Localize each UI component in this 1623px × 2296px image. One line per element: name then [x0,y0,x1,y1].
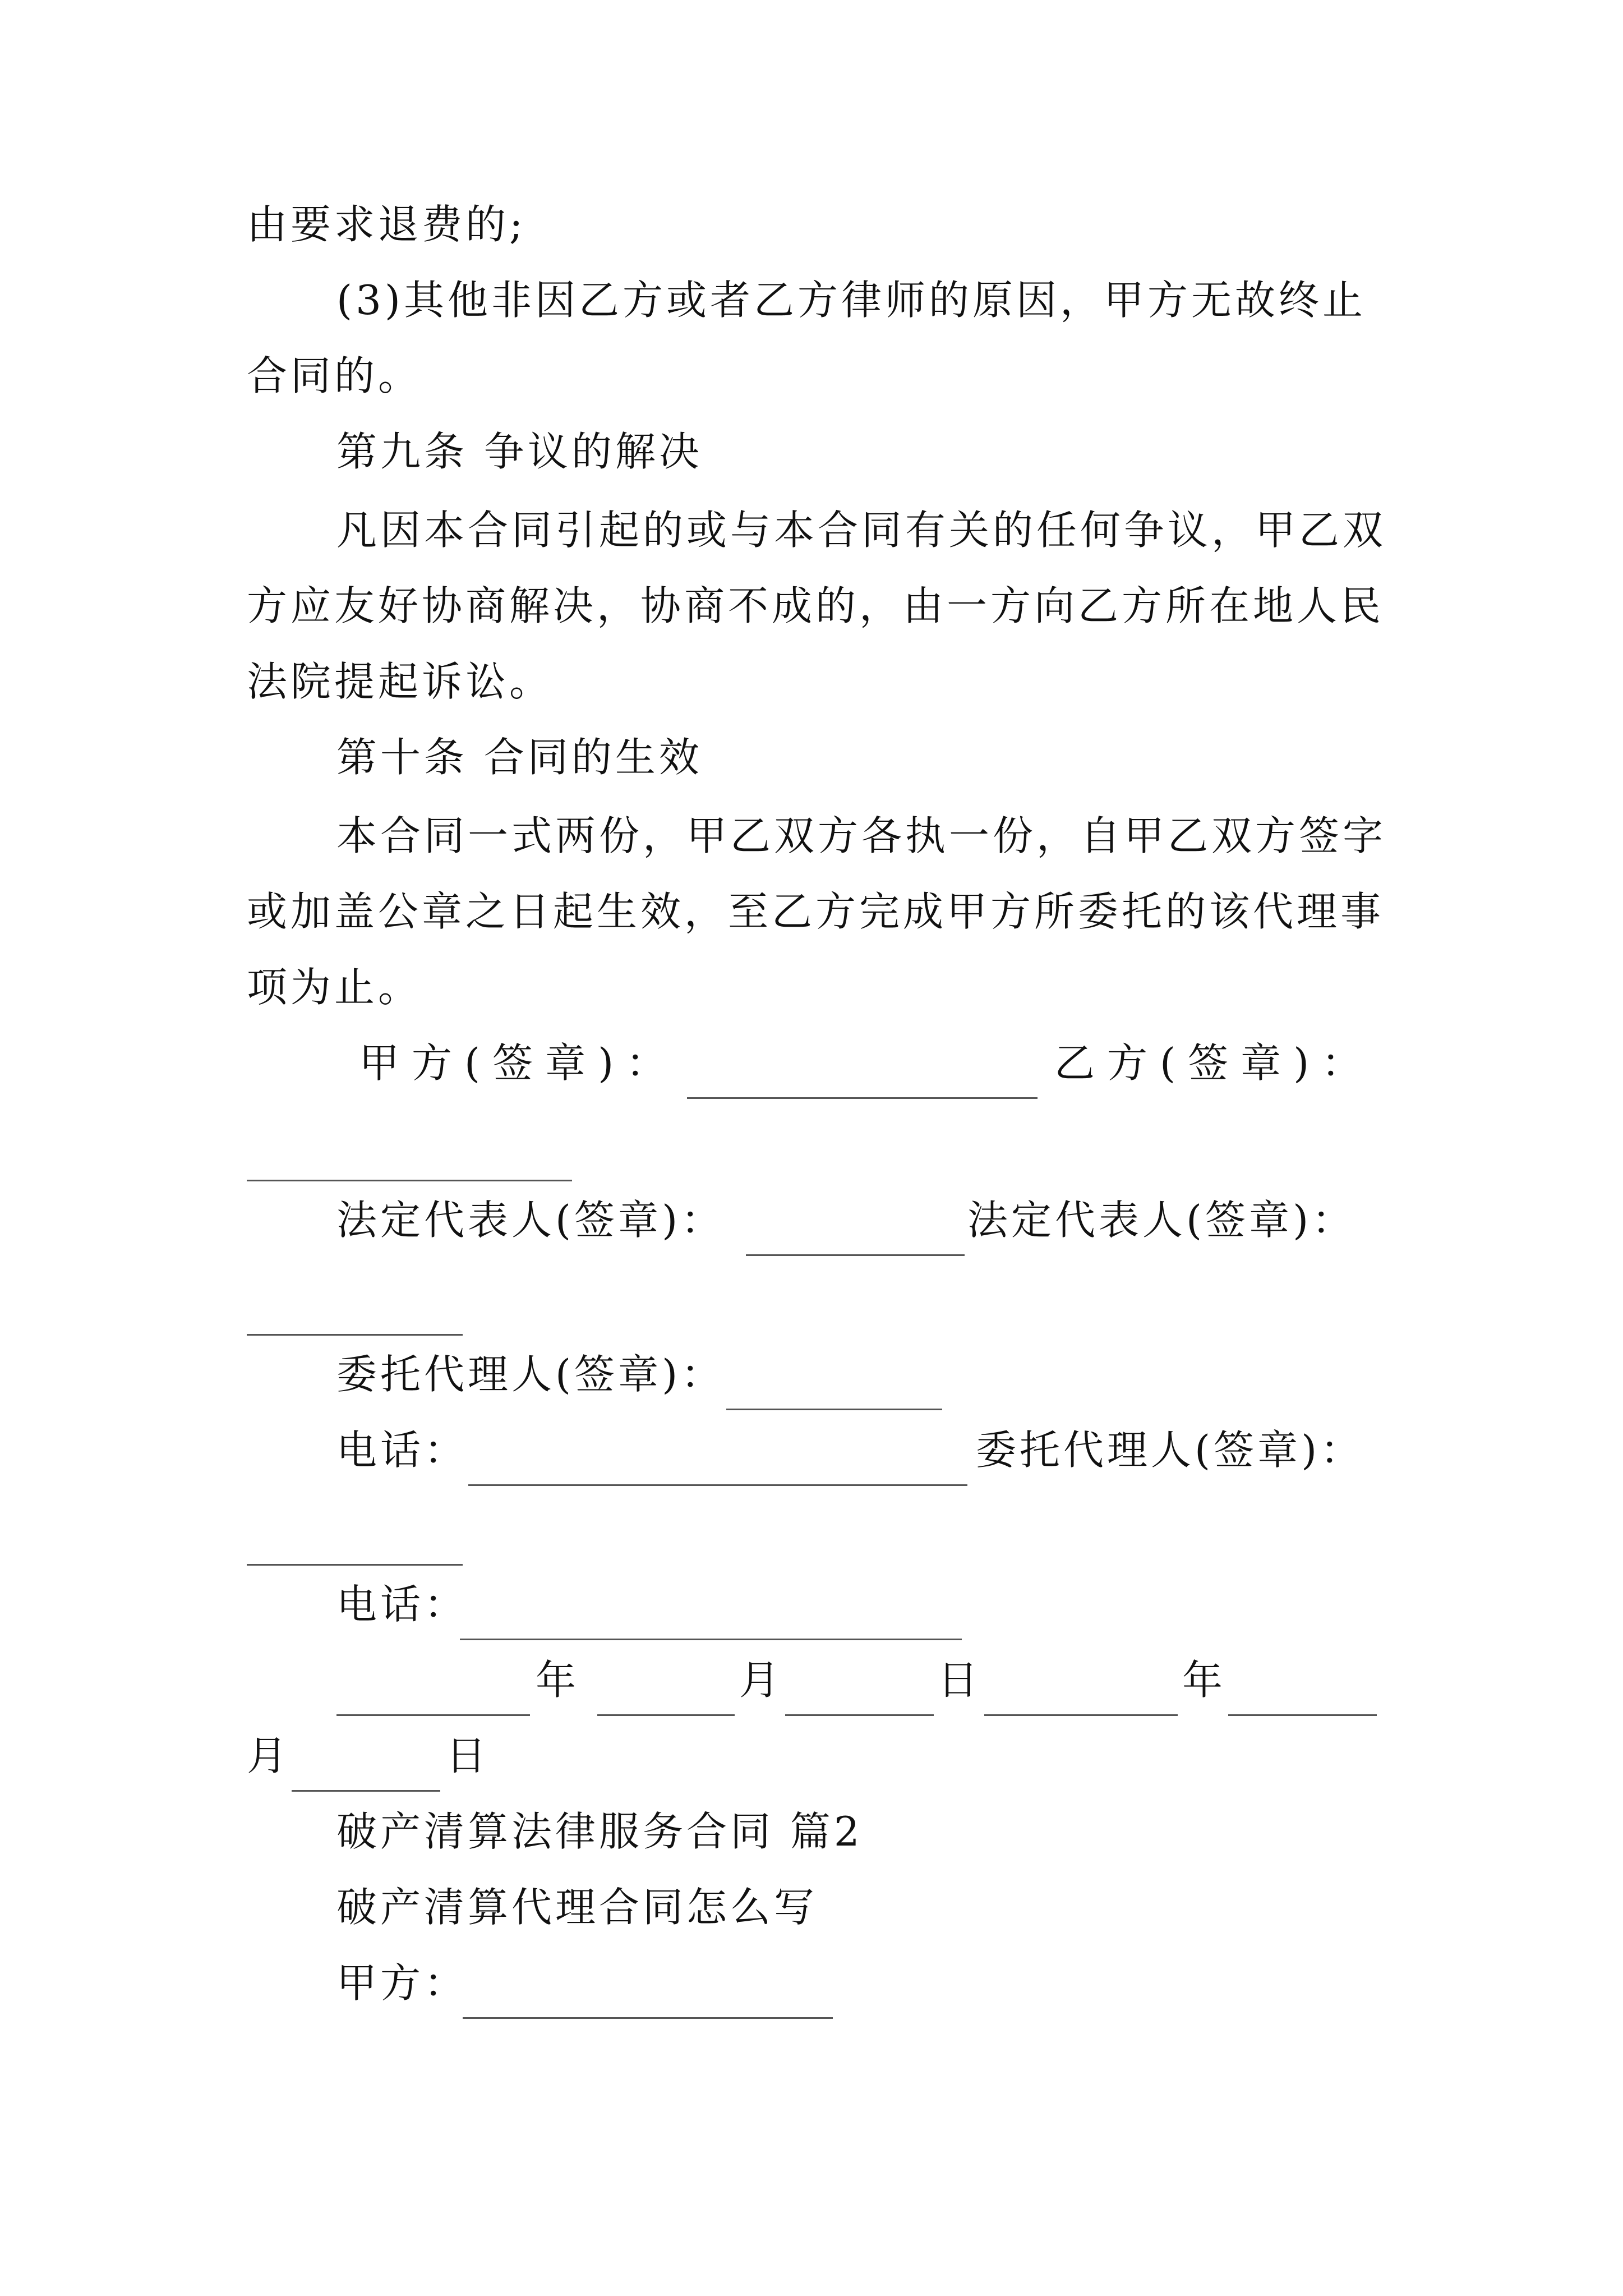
date-b-day-label: 日 [446,1732,490,1779]
party-b-seal-label: 乙方(签章)： [1054,1039,1375,1087]
legal-rep-a-blank [746,1222,965,1256]
legal-rep-a-label: 法定代表人(签章)： [336,1197,725,1244]
party-a-seal-label: 甲方(签章)： [359,1039,679,1087]
date-a-month-blank [597,1682,735,1716]
agent-b-blank [247,1531,463,1566]
paragraph-line: 方应友好协商解决，协商不成的，由一方向乙方所在地人民 [247,582,1385,629]
agent-a-label: 委托代理人(签章)： [336,1351,725,1398]
paragraph-line: 合同的。 [247,352,422,399]
phone-a-label: 电话： [336,1427,468,1474]
agent-a-blank [726,1376,942,1410]
paragraph-line: (3)其他非因乙方或者乙方律师的原因，甲方无故终止 [336,277,1366,324]
legal-rep-b-label: 法定代表人(签章)： [967,1197,1356,1244]
date-a-day-blank [785,1682,934,1716]
date-a-month-label: 月 [739,1657,783,1704]
section-heading: 破产清算法律服务合同 篇2 [336,1808,863,1855]
paragraph-line: 本合同一式两份，甲乙双方各执一份，自甲乙双方签字 [336,812,1387,859]
paragraph-line: 由要求退费的; [247,201,527,248]
article-heading: 第十条 合同的生效 [336,734,703,781]
phone-b-label: 电话： [336,1581,468,1628]
date-b-month-label: 月 [247,1732,291,1779]
date-b-year-blank [984,1682,1178,1716]
party-a-seal-blank [687,1065,1038,1099]
paragraph-line: 法院提起诉讼。 [247,658,554,705]
agent-b-label: 委托代理人(签章)： [976,1427,1364,1474]
date-a-year-blank [336,1682,530,1716]
section-subheading: 破产清算代理合同怎么写 [336,1884,818,1931]
date-a-year-label: 年 [536,1657,580,1704]
date-b-day-blank [292,1757,440,1792]
phone-a-blank [468,1452,967,1486]
date-b-year-label: 年 [1182,1657,1227,1704]
paragraph-line: 或加盖公章之日起生效，至乙方完成甲方所委托的该代理事 [247,888,1385,935]
date-b-month-blank [1228,1682,1377,1716]
paragraph-line: 项为止。 [247,964,422,1011]
phone-b-blank [460,1606,962,1640]
party-b-seal-blank [247,1147,572,1181]
paragraph-line: 凡因本合同引起的或与本合同有关的任何争议，甲乙双 [336,507,1387,554]
legal-rep-b-blank [247,1301,463,1336]
next-party-a-blank [463,1985,833,2019]
article-heading: 第九条 争议的解决 [336,428,703,475]
next-party-a-label: 甲方： [336,1959,468,2007]
date-a-day-label: 日 [938,1657,982,1704]
